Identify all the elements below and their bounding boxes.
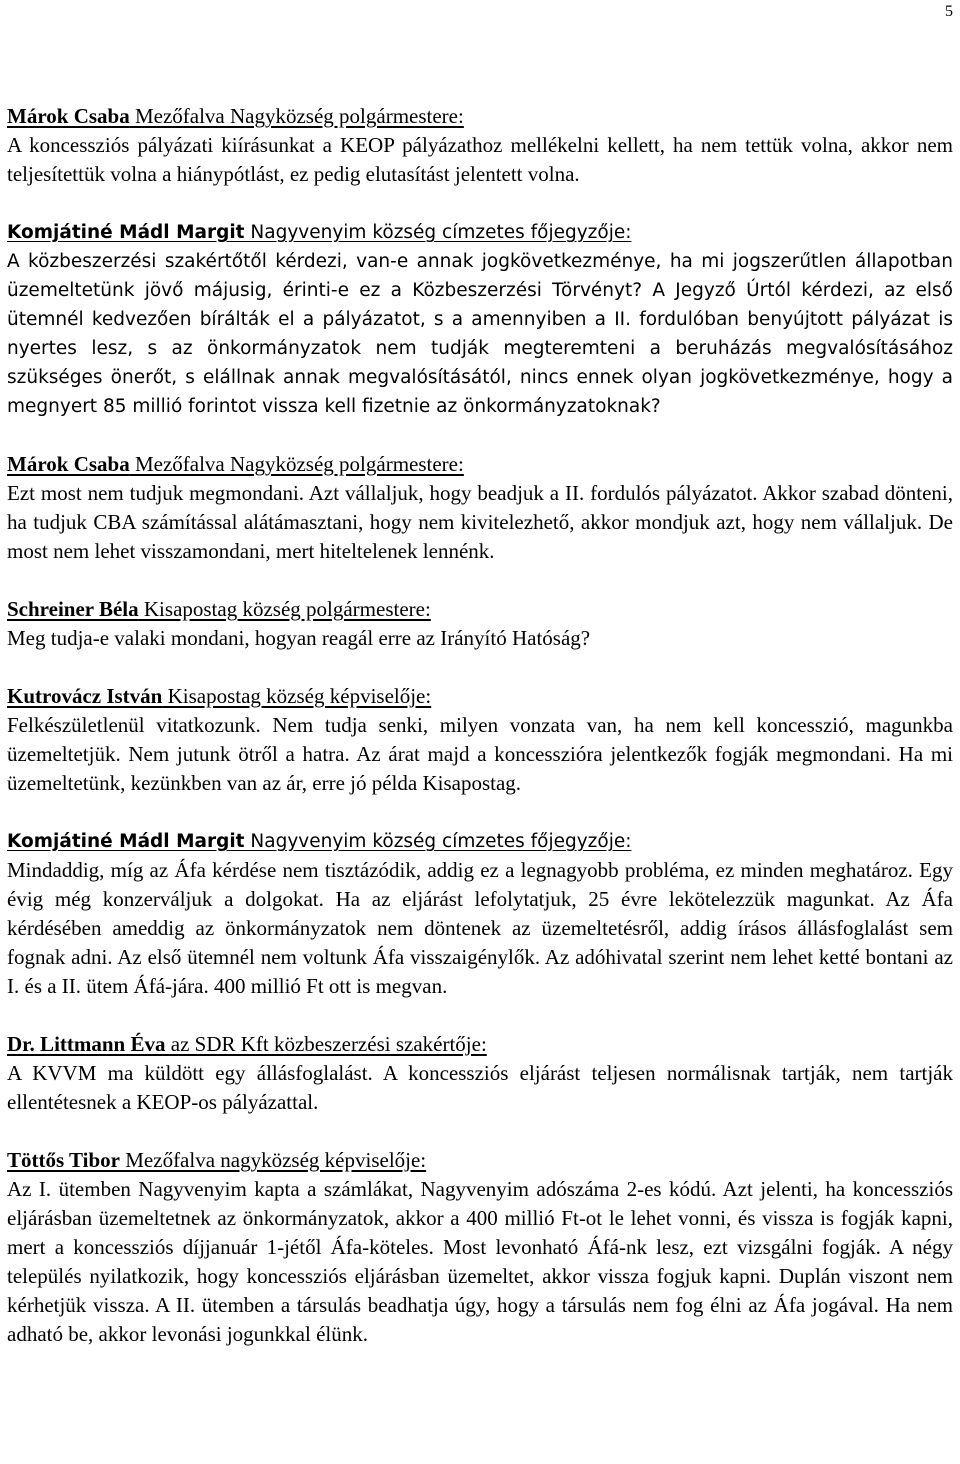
speaker-role: Nagyvenyim község címzetes főjegyzője: <box>244 222 632 243</box>
page-number: 5 <box>945 3 953 20</box>
speaker-role: Nagyvenyim község címzetes főjegyzője: <box>244 831 632 852</box>
speaker-heading <box>7 682 953 711</box>
speech-block-8 <box>7 1146 953 1349</box>
speaker-role: Mezőfalva Nagyközség polgármestere: <box>129 452 464 476</box>
speech-block-4 <box>7 595 953 653</box>
speech-text: A koncessziós pályázati kiírásunkat a KEOP pályázathoz mellékelni kellett, ha nem tettük volna, akkor nem teljesítettük volna a hiánypótlást, ez pedig elutasítást jelentett volna. <box>7 133 953 186</box>
speaker-name: Komjátiné Mádl Margit <box>7 831 245 852</box>
speech-block-2 <box>7 218 953 421</box>
speaker-name: Schreiner Béla <box>7 597 139 621</box>
speaker-heading <box>7 1146 953 1175</box>
speaker-role: Kisapostag község képviselője: <box>162 684 432 708</box>
speech-block-6 <box>7 827 953 1001</box>
speaker-name: Komjátiné Mádl Margit <box>7 222 245 243</box>
speaker-role: Mezőfalva Nagyközség polgármestere: <box>129 104 464 128</box>
speaker-name: Kutrovácz István <box>7 684 163 708</box>
speech-text: Felkészületlenül vitatkozunk. Nem tudja senki, milyen vonzata van, ha nem kell koncesszió, magunkba üzemeltetjük. Nem jutunk ötről a hatra. Az árat majd a koncesszióra jelentkezők fogják megmondani. Ha mi üzemeltetünk, kezünkben van az ár, erre jó példa Kisapostag. <box>7 713 953 795</box>
transcript-body <box>7 102 953 1349</box>
speech-block-7 <box>7 1030 953 1117</box>
speaker-name: Márok Csaba <box>7 104 130 128</box>
speech-text: Az I. ütemben Nagyvenyim kapta a számlákat, Nagyvenyim adószáma 2-es kódú. Azt jelenti, ha koncessziós eljárásban üzemeltetnek az önkormányzatok, akkor a 400 millió Ft-ot le lehet vonni, és vissza is fogják kapni, mert a koncessziós díjjanuár 1-jétől Áfa-köteles. Most levonható Áfá-nk lesz, ezt vizsgálni fogják. A négy település nyilatkozik, hogy koncessziós eljárásban üzemeltet, akkor vissza fogjuk kapni. Duplán viszont nem kérhetjük vissza. A II. ütemben a társulás beadhatja úgy, hogy a társulás nem fog élni az Áfa jogával. Ha nem adható be, akkor levonási jogunkkal élünk. <box>7 1177 953 1346</box>
speech-text: Meg tudja-e valaki mondani, hogyan reagál erre az Irányító Hatóság? <box>7 626 591 650</box>
speaker-heading <box>7 827 953 856</box>
speech-block-5 <box>7 682 953 798</box>
speaker-name: Dr. Littmann Éva <box>7 1032 166 1056</box>
speaker-name: Töttős Tibor <box>7 1148 120 1172</box>
speaker-heading <box>7 595 953 624</box>
speech-text: Ezt most nem tudjuk megmondani. Azt vállaljuk, hogy beadjuk a II. fordulós pályázatot. Akkor szabad dönteni, ha tudjuk CBA számítással alátámasztani, hogy nem kivitelezhető, akkor mondjuk azt, hogy nem vállaljuk. De most nem lehet visszamondani, mert hiteltelenek lennénk. <box>7 481 953 563</box>
speaker-role: Kisapostag község polgármestere: <box>138 597 431 621</box>
speech-text: Mindaddig, míg az Áfa kérdése nem tisztázódik, addig ez a legnagyobb probléma, ez minden meghatároz. Egy évig még konzerváljuk a dolgokat. Ha az eljárást lefolytatjuk, 25 évre lekötelezzük magunkat. Az Áfa kérdésében ameddig az önkormányzatok nem döntenek az üzemeltetésről, addig írásos állásfoglalást sem fognak adni. Az első ütemnél nem voltunk Áfa visszaigénylők. Az adóhivatal szerint nem lehet ketté bontani az I. és a II. ütem Áfá-jára. 400 millió Ft ott is megvan. <box>7 858 953 998</box>
speech-text: A KVVM ma küldött egy állásfoglalást. A koncessziós eljárást teljesen normálisnak tartják, nem tartják ellentétesnek a KEOP-os pályázattal. <box>7 1061 953 1114</box>
speech-text: A közbeszerzési szakértőtől kérdezi, van-e annak jogkövetkezménye, ha mi jogszerűtlen állapotban üzemeltetünk jövő májusig, érinti-e ez a Közbeszerzési Törvényt? A Jegyző Úrtól kérdezi, az első ütemnél kedvezően bírálták el a pályázatot, s a amennyiben a II. fordulóban benyújtott pályázat is nyertes lesz, s az önkormányzatok nem tudják megteremteni a beruházás megvalósításához szükséges önerőt, s elállnak annak megvalósításától, nincs ennek olyan jogkövetkezménye, hogy a megnyert 85 millió forintot vissza kell fizetnie az önkormányzatoknak? <box>7 251 953 417</box>
speaker-role: az SDR Kft közbeszerzési szakértője: <box>165 1032 487 1056</box>
speaker-heading <box>7 102 953 131</box>
speaker-name: Márok Csaba <box>7 452 130 476</box>
speaker-heading <box>7 450 953 479</box>
speech-block-3 <box>7 450 953 566</box>
speaker-heading <box>7 218 953 247</box>
speaker-role: Mezőfalva nagyközség képviselője: <box>120 1148 427 1172</box>
speech-block-1 <box>7 102 953 189</box>
speaker-heading <box>7 1030 953 1059</box>
